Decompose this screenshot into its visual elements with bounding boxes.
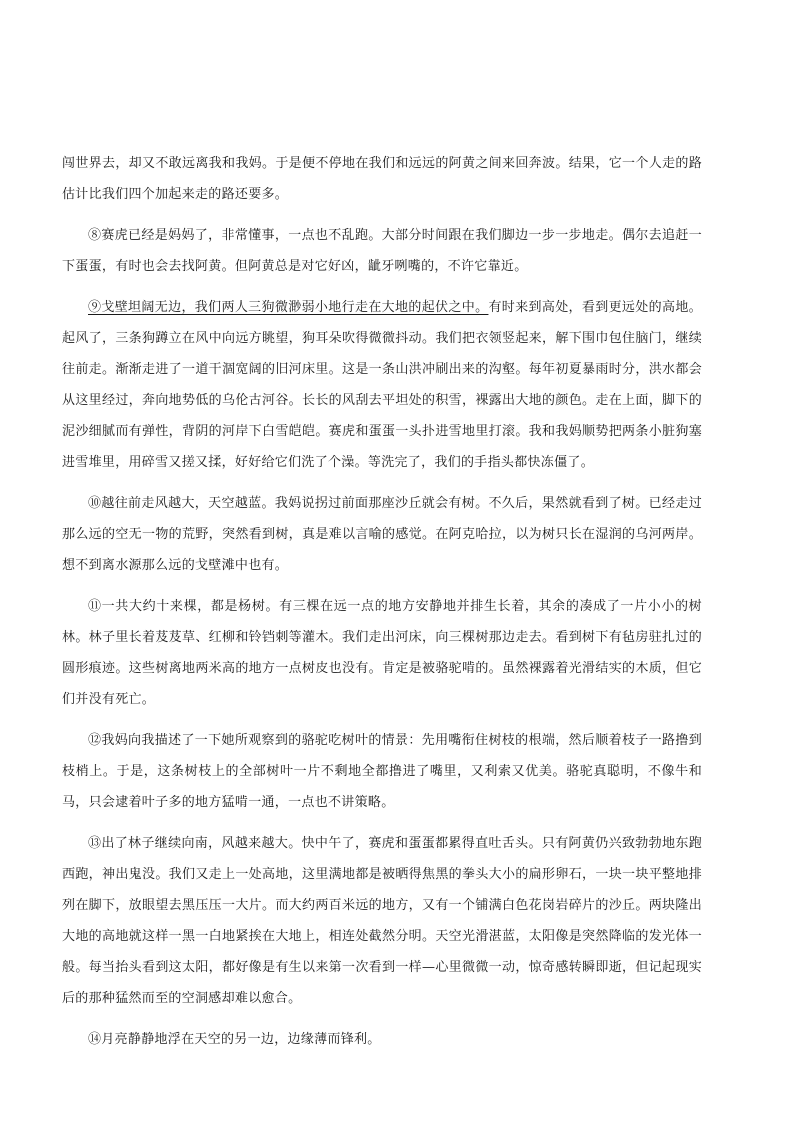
paragraph-13: ⑬出了林子继续向南，风越来越大。快中午了，赛虎和蛋蛋都累得直吐舌头。只有阿黄仍兴致勃勃地东跑西跑，神出鬼没。我们又走上一处高地，这里满地都是被晒得焦黑的拳头大小的扁形卵石，一块一块平整地排列在脚下，放眼望去黑压压一大片。而大约两百米远的地方，又有一个铺满白色花岗岩碎片的沙丘。两块隆出大地的高地就这样一黑一白地紧挨在大地上，相连处截然分明。天空光滑湛蓝，太阳像是突然降临的发光体一般。每当抬头看到这太阳，都好像是有生以来第一次看到一样—心里微微一动，惊奇感转瞬即逝，但记起现实后的那种猛然而至的空洞感却难以愈合。	[62, 836, 702, 1006]
paragraph-11: ⑪一共大约十来棵，都是杨树。有三棵在远一点的地方安静地并排生长着，其余的凑成了一片小小的树林。林子里长着芨芨草、红柳和铃铛刺等灌木。我们走出河床，向三棵树那边走去。看到树下有毡房驻扎过的圆形痕迹。这些树离地两米高的地方一点树皮也没有。肯定是被骆驼啃的。虽然裸露着光滑结实的木质，但它们并没有死亡。	[62, 599, 702, 707]
paragraph-continued: 闯世界去，却又不敢远离我和我妈。于是便不停地在我们和远远的阿黄之间来回奔波。结果，它一个人走的路估计比我们四个加起来走的路还要多。	[62, 156, 702, 202]
paragraph-12: ⑫我妈向我描述了一下她所观察到的骆驼吃树叶的情景：先用嘴衔住树枝的根端，然后顺着枝子一路撸到枝梢上。于是，这条树枝上的全部树叶一片不剩地全都撸进了嘴里，又利索又优美。骆驼真聪明，不像牛和马，只会逮着叶子多的地方猛啃一通，一点也不讲策略。	[62, 733, 702, 810]
paragraph-14: ⑭月亮静静地浮在天空的另一边，边缘薄而锋利。	[88, 1032, 381, 1047]
paragraph-10: ⑩越往前走风越大，天空越蓝。我妈说拐过前面那座沙丘就会有树。不久后，果然就看到了树。已经走过那么远的空无一物的荒野，突然看到树，真是难以言喻的感觉。在阿克哈拉，以为树只长在湿润的乌河两岸。想不到离水源那么远的戈壁滩中也有。	[62, 496, 702, 573]
paragraph-9	[62, 292, 702, 478]
paragraph-8: ⑧赛虎已经是妈妈了，非常懂事，一点也不乱跑。大部分时间跟在我们脚边一步一步地走。偶尔去追赶一下蛋蛋，有时也会去找阿黄。但阿黄总是对它好凶，龇牙咧嘴的，不许它靠近。	[62, 228, 702, 274]
underlined-sentence: ⑨戈壁坦阔无边，我们两人三狗微渺弱小地行走在大地的起伏之中。	[88, 300, 489, 315]
paragraph-9-rest: 有时来到高处，看到更远处的高地。起风了，三条狗蹲立在风中向远方眺望，狗耳朵吹得微微抖动。我们把衣领竖起来，解下围巾包住脑门，继续往前走。渐渐走进了一道干涸宽阔的旧河床里。这是一条山洪冲刷出来的沟壑。每年初夏暴雨时分，洪水都会从这里经过，奔向地势低的乌伦古河谷。长长的风刮去平坦处的积雪，裸露出大地的颜色。走在上面，脚下的泥沙细腻而有弹性，背阴的河岸下白雪皑皑。赛虎和蛋蛋一头扑进雪地里打滚。我和我妈顺势把两条小脏狗塞进雪堆里，用碎雪又搓又揉，好好给它们洗了个澡。等洗完了，我们的手指头都快冻僵了。	[62, 300, 702, 470]
article-body	[62, 148, 702, 1065]
